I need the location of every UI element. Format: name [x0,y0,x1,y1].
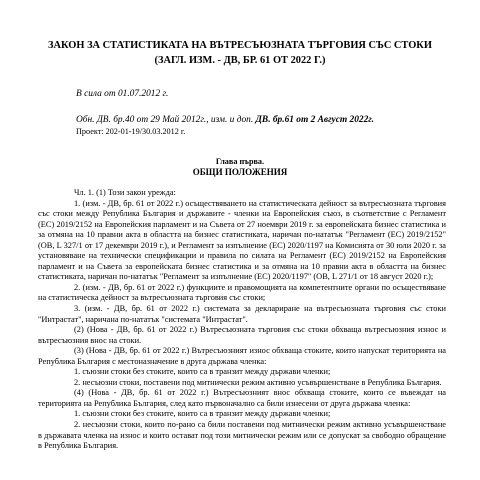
chapter-title: ОБЩИ ПОЛОЖЕНИЯ [192,167,288,177]
paragraph: Чл. 1. (1) Този закон урежда: [74,188,176,197]
paragraph: (4) (Нова - ДВ, бр. 61 от 2022 г.) Вътресъюзният внос обхваща стоките, които се въвеждат на територията на Република България, след като първоначално са били изнесени от друга държава членка: [38,388,446,408]
paragraph: 1. съюзни стоки без стоките, които са в транзит между държави членки; [74,409,331,419]
in-force-date: В сила от 01.07.2012 г. [76,89,169,99]
promulgation-line [76,114,442,126]
promulgation-amendment: ДВ. бр.61 от 2 Август 2022г. [255,115,374,125]
paragraph: 1. съюзни стоки без стоките, които са в транзит между държави членки; [74,367,331,377]
paragraph: 3. (изм. - ДВ, бр. 61 от 2022 г.) системата за деклариране на вътресъюзната търговия със стоки "Интрастат", наричана по-нататък "системата "Интрастат". [38,304,446,324]
paragraph: 2. несъюзни стоки, поставени под митнически режим активно усъвършенстване в Република България. [74,377,442,387]
law-body [38,188,446,452]
paragraph: (2) (Нова - ДВ, бр. 61 от 2022 г.) Вътресъюзната търговия със стоки обхваща вътресъюзния износ и вътресъюзния внос на стоки. [38,325,446,345]
paragraph: 2. (изм. - ДВ, бр. 61 от 2022 г.) функциите и правомощията на компетентните органи по осъществяване на статистическа дейност за вътресъюзната търговия със стоки; [38,282,446,303]
paragraph: (3) (Нова - ДВ, бр. 61 от 2022 г.) Вътресъюзният износ обхваща стоките, които напускат територията на Република България с местоназначение в друга държава членка: [38,346,446,366]
chapter-heading: Глава първа. [215,157,265,166]
law-title: ЗАКОН ЗА СТАТИСТИКАТА НА ВЪТРЕСЪЮЗНАТА ТЪРГОВИЯ СЪС СТОКИ (ЗАГЛ. ИЗМ. - ДВ, БР. 61 ОТ 2022 Г.) [48,40,432,66]
promulgation-prefix: Обн. ДВ. бр.40 от 29 Май 2012г., изм. и доп. [76,115,256,125]
paragraph: 1. (изм. - ДВ, бр. 61 от 2022 г.) осъществяването на статистическата дейност за вътресъюзната търговия със стоки между Република България и държавите - членки на Европейския съюз, в съответствие с Регламент (ЕС) 2019/2152 на Европейския парламент и на Съвета от 27 ноември 2019 г. за европейската бизнес статистика и за отмяна на 10 правни акта в областта на бизнес статистиката, наричан по-нататък "Регламент (ЕС) 2019/2152" (OB, L 327/1 от 17 декември 2019 г.), и Регламент за изпълнение (ЕС) 2020/1197 на Комисията от 30 юли 2020 г. за установяване на технически спецификации и правила по силата на Регламент (ЕС) 2019/2152 на Европейския парламент и на Съвета за европейската бизнес статистика и за отмяна на 10 правни акта в областта на бизнес статистиката, наричан по-нататък "Регламент за изпълнение (ЕС) 2020/1197" (OB, L 271/1 от 18 август 2020 г.); [38,198,446,282]
project-number: Проект: 202-01-19/30.03.2012 г. [76,127,186,136]
paragraph: 2. несъюзни стоки, които по-рано са били поставени под митнически режим активно усъвършенстване в държавата членка на износ и които остават под този митнически режим или се допускат за свободно обращение в Република България. [38,420,446,451]
